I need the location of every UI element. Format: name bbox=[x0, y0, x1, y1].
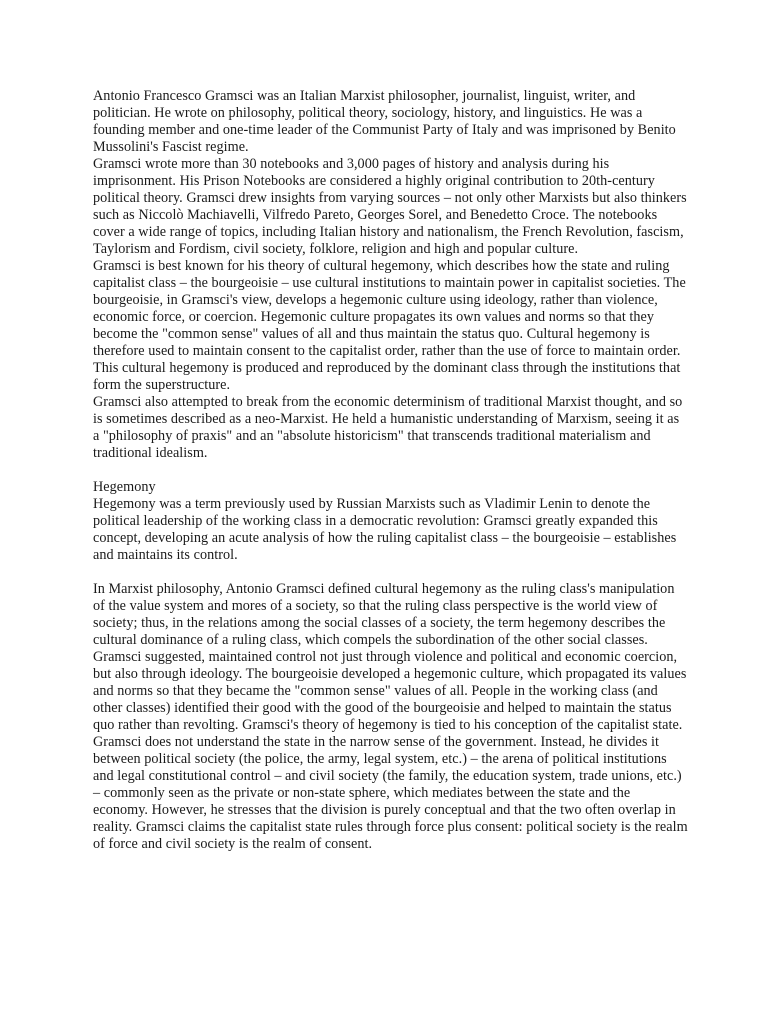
paragraph-neo-marxism: Gramsci also attempted to break from the economic determinism of traditional Marxist thought, and so is sometimes described as a neo-Marxist. He held a humanistic understanding of Marxism, seeing it as a "philosophy of praxis" and an "absolute historicism" that transcends traditional materialism and traditional idealism. bbox=[93, 394, 683, 461]
blank-line bbox=[93, 462, 688, 479]
document-body bbox=[93, 88, 688, 853]
paragraph-prison-notebooks: Gramsci wrote more than 30 notebooks and 3,000 pages of history and analysis during his imprisonment. His Prison Notebooks are considered a highly original contribution to 20th-century political theory. Gramsci drew insights from varying sources – not only other Marxists but also thinkers such as Niccolò Machiavelli, Vilfredo Pareto, Georges Sorel, and Benedetto Croce. The notebooks cover a wide range of topics, including Italian history and nationalism, the French Revolution, fascism, Taylorism and Fordism, civil society, folklore, religion and high and popular culture. bbox=[93, 156, 687, 257]
paragraph-marxist-philosophy: In Marxist philosophy, Antonio Gramsci defined cultural hegemony as the ruling class's manipulation of the value system and mores of a society, so that the ruling class perspective is the world view of society; thus, in the relations among the social classes of a society, the term hegemony describes the cultural dominance of a ruling class, which compels the subordination of the other social classes. Gramsci suggested, maintained control not just through violence and political and economic coercion, but also through ideology. The bourgeoisie developed a hegemonic culture, which propagated its values and norms so that they became the "common sense" values of all. People in the working class (and other classes) identified their good with the good of the bourgeoisie and helped to maintain the status quo rather than revolting. Gramsci's theory of hegemony is tied to his conception of the capitalist state. Gramsci does not understand the state in the narrow sense of the government. Instead, he divides it between political society (the police, the army, legal system, etc.) – the arena of political institutions and legal constitutional control – and civil society (the family, the education system, trade unions, etc.) – commonly seen as the private or non-state sphere, which mediates between the state and the economy. However, he stresses that the division is purely conceptual and that the two often overlap in reality. Gramsci claims the capitalist state rules through force plus consent: political society is the realm of force and civil society is the realm of consent. bbox=[93, 581, 688, 852]
paragraph-intro: Antonio Francesco Gramsci was an Italian Marxist philosopher, journalist, linguist, writer, and politician. He wrote on philosophy, political theory, sociology, history, and linguistics. He was a founding member and one-time leader of the Communist Party of Italy and was imprisoned by Benito Mussolini's Fascist regime. bbox=[93, 88, 676, 155]
paragraph-hegemony-definition: Hegemony was a term previously used by Russian Marxists such as Vladimir Lenin to denote the political leadership of the working class in a democratic revolution: Gramsci greatly expanded this concept, developing an acute analysis of how the ruling capitalist class – the bourgeoisie – establishes and maintains its control. bbox=[93, 496, 677, 563]
paragraph-cultural-hegemony: Gramsci is best known for his theory of cultural hegemony, which describes how the state and ruling capitalist class – the bourgeoisie – use cultural institutions to maintain power in capitalist societies. The bourgeoisie, in Gramsci's view, develops a hegemonic culture using ideology, rather than violence, economic force, or coercion. Hegemonic culture propagates its own values and norms so that they become the "common sense" values of all and thus maintain the status quo. Cultural hegemony is therefore used to maintain consent to the capitalist order, rather than the use of force to maintain order. This cultural hegemony is produced and reproduced by the dominant class through the institutions that form the superstructure. bbox=[93, 258, 686, 393]
blank-line bbox=[93, 564, 688, 581]
section-heading-hegemony: Hegemony bbox=[93, 479, 156, 495]
